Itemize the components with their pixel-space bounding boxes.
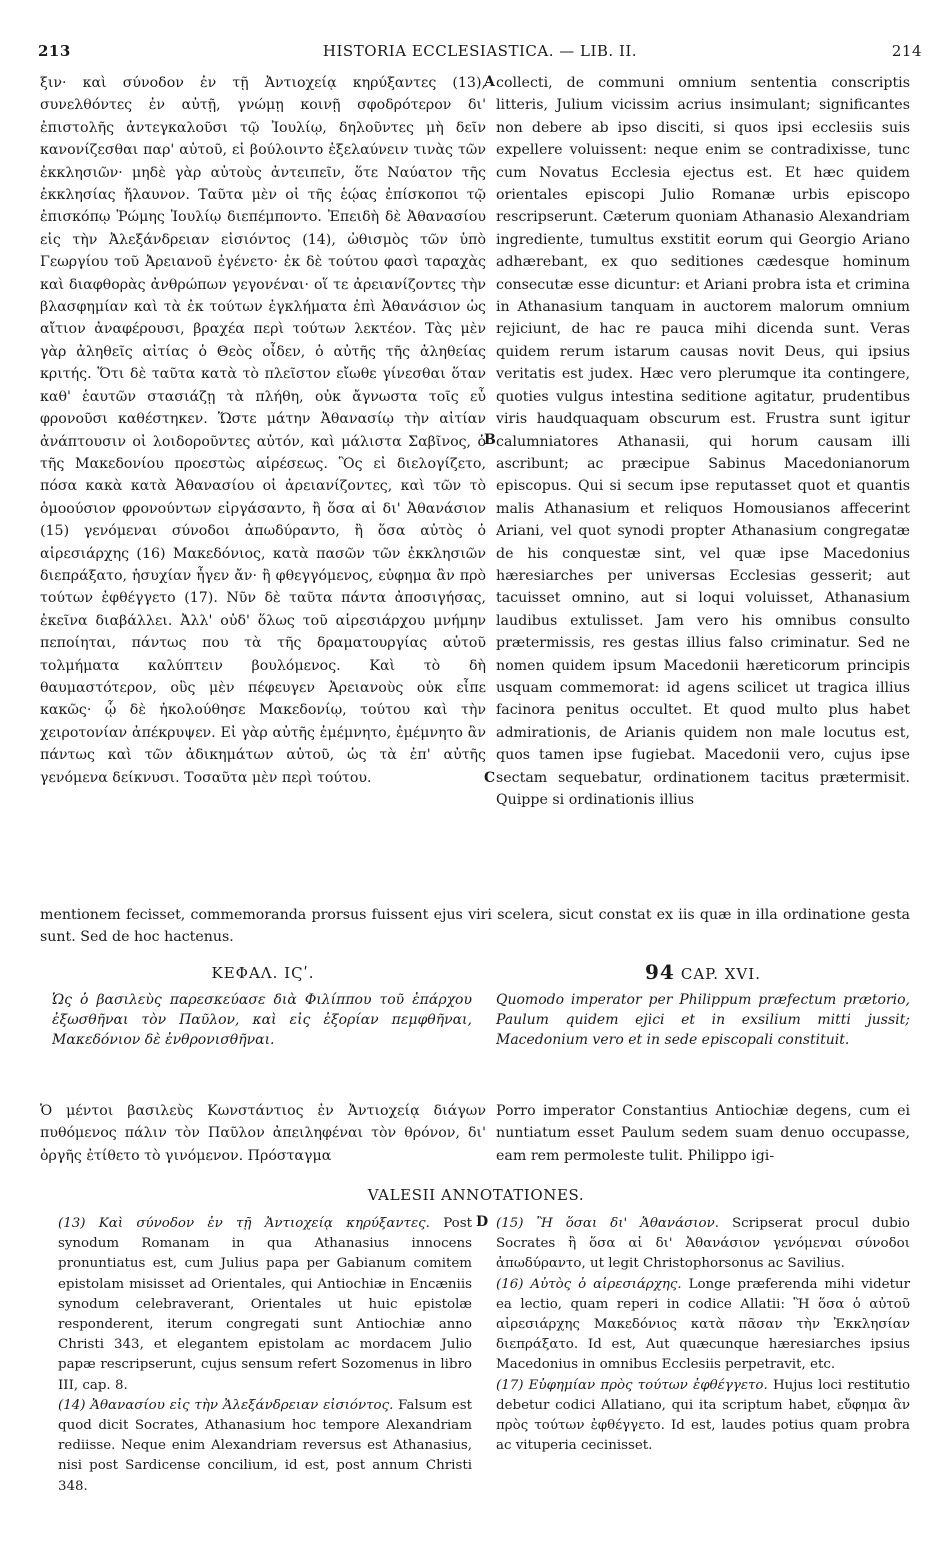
margin-mark-a: A <box>484 74 495 90</box>
continuation-text: mentionem fecisset, commemoranda prorsus fuissent ejus viri scelera, sicut constat ex iis quæ in illa ordinatione gesta sunt. Sed de hoc hactenus. <box>40 907 910 946</box>
greek-chapter-text <box>40 1100 486 1167</box>
annotation-label: (15) Ἢ ὅσαι δι' Ἀθανάσιον. <box>496 1216 719 1231</box>
latin-body-text: collecti, de communi omnium sententia conscriptis litteris, Julium vicissim acrius insimulant; significantes non debere ab ipso disciti, si quos ipsi ecclesiis suis expellere voluissent: neque enim se contradixisse, tunc cum Novatus Ecclesia ejectus est. Et hæc quidem orientales episcopi Julio Romanæ urbis episcopo rescripserunt. Cæterum quoniam Athanasio Alexandriam ingrediente, tumultus exstitit eorum qui Georgio Ariano adhærebant, ex quo seditiones cædesque hominum consecutæ esse dicuntur: et Ariani probra ista et crimina in Athanasium tanquam in auctorem malorum omnium rejiciunt, de hac re pauca mihi dicenda sunt. Veras quidem rerum istarum causas novit Deus, qui ipsius veritatis est judex. Hæc vero plerumque ita contingere, quoties vulgus intestina seditione agitatur, prudentibus viris haudquaquam obscurum est. Frustra sunt igitur calumniatores Athanasii, qui horum causam illi ascribunt; ac præcipue Sabinus Macedonianorum episcopus. Qui si secum ipse reputasset quot et quantis malis Athanasium et reliquos Homousianos affecerint Ariani, vel quot synodi propter Athanasium congregatæ de his conquestæ sint, vel quæ ipse Macedonius hæresiarches per universas Ecclesias gesserit; aut tacuisset omnino, aut si loqui voluisset, Athanasium laudibus extulisset. Jam vero his omnibus consulto prætermissis, res gestas illius falso criminatur. Sed ne nomen quidem ipsum Macedonii hæreticorum principis usquam commemorat: id agens scilicet ut tragica illius facinora penitus occultet. Et quod multo plus habet admirationis, de Arianis quidem non male locutus est, quos tamen ipse fugiebat. Macedonii vero, cujus ipse sectam sequebatur, ordinationem tacitus prætermisit. Quippe si ordinationis illius <box>496 75 910 808</box>
annotation-text: Falsum est quod dicit Socrates, Athanasium hoc tempore Alexandriam rediisse. Neque enim Alexandriam reversus est Athanasius, nisi post Sardicense concilium, id est, post annum Christi 348. <box>58 1397 472 1494</box>
full-width-continuation <box>40 904 910 949</box>
chapter-summary-greek: Ὡς ὁ βασιλεὺς παρεσκεύασε διὰ Φιλίππου τοῦ ἐπάρχου ἐξωσθῆναι τὸν Παῦλον, καὶ εἰς ἐξορίαν πεμφθῆναι, Μακεδόνιον δὲ ἐνθρονισθῆναι. <box>52 992 472 1048</box>
annotation-label: (14) Ἀθανασίου εἰς τὴν Ἀλεξάνδρειαν εἰσιόντος. <box>58 1397 394 1413</box>
annotation-label: (13) Καὶ σύνοδον ἐν τῇ Ἀντιοχείᾳ κηρύξαντες. <box>58 1216 430 1231</box>
margin-mark-b: B <box>484 432 496 448</box>
running-title: HISTORIA ECCLESIASTICA. — LIB. II. <box>322 42 638 60</box>
margin-mark-d: D <box>476 1214 489 1230</box>
page-number-right: 214 <box>891 42 922 60</box>
annotation-item <box>496 1214 910 1275</box>
chapter-title-greek <box>40 964 486 982</box>
margin-mark-c: C <box>484 770 496 786</box>
annotations-heading: VALESII ANNOTATIONES. <box>367 1186 585 1204</box>
annotation-item <box>58 1396 472 1497</box>
latin-column-main <box>496 72 910 811</box>
greek-chapter-paragraph: Ὁ μέντοι βασιλεὺς Κωνστάντιος ἐν Ἀντιοχείᾳ διάγων πυθόμενος πάλιν τὸν Παῦλον ἀπειληφέναι τὸν θρόνον, δι' ὀργῆς ἐτίθετο τὸ γινόμενον. Πρόσταγμα <box>40 1103 486 1164</box>
annotations-right-column <box>496 1214 910 1456</box>
annotation-label: (16) Αὐτὸς ὁ αἱρεσιάρχης. <box>496 1276 682 1292</box>
annotation-item <box>496 1275 910 1376</box>
chapter-title-latin <box>496 960 910 984</box>
annotation-label: (17) Εὐφημίαν πρὸς τούτων ἐφθέγγετο. <box>496 1377 768 1393</box>
annotation-item <box>496 1376 910 1457</box>
chapter-summary-latin: Quomodo imperator per Philippum præfectum prætorio, Paulum quidem ejici et in exsilium mitti jussit; Macedonium vero et in sede episcopali constituit. <box>496 992 910 1048</box>
greek-column-main <box>40 72 486 789</box>
running-header <box>38 42 922 64</box>
annotation-text: Scripserat procul dubio Socrates ἢ ὅσα αἱ δι' Ἀθανάσιον γενόμεναι σύνοδοι ἀπωδύραντο, ut legit Christophorsonus ac Savilius. <box>496 1216 910 1272</box>
annotation-text: Hujus loci restitutio debetur codici Allatiano, qui ita scriptum habet, εὔφημα ἂν πρὸς τούτων ἐφθέγγετο. Id est, laudes potius quam probra ac vituperia cecinisset. <box>496 1377 911 1454</box>
marginal-number: 94 <box>645 960 675 984</box>
chapter-title-latin-text: CAP. XVI. <box>680 965 761 983</box>
annotation-text: Post synodum Romanam in qua Athanasius innocens pronuntiatus est, cum Julius papa per Gabianum comitem epistolam misisset ad Orientales, qui Antiochiæ in Encæniis synodum celebraverant, Orientales ut huic epistolæ responderent, iterum congregati sunt Antiochiæ anno Christi 343, et elegantem epistolam ac mordacem Julio papæ rescripserunt, cujus sensum refert Sozomenus in libro III, cap. 8. <box>58 1216 472 1393</box>
annotations-left-column <box>58 1214 472 1497</box>
annotation-item <box>58 1214 472 1396</box>
chapter-title-greek-text: ΚΕΦΑΛ. ΙϚʹ. <box>211 964 315 982</box>
page-number-left: 213 <box>38 42 71 60</box>
greek-body-text: ξιν· καὶ σύνοδον ἐν τῇ Ἀντιοχείᾳ κηρύξαντες (13), συνελθόντες ἐν αὐτῇ, γνώμῃ κοινῇ σφοδρότερον δι' ἐπιστολῆς ἀντεγκαλοῦσι τῷ Ἰουλίῳ, δηλοῦντες μὴ δεῖν κανονίζεσθαι παρ' αὐτοῦ, εἰ βούλοιντο ἐξελαύνειν τινὰς τῶν ἐκκλησιῶν· μηδὲ γὰρ αὐτοὺς ἀντειπεῖν, ὅτε Ναύατον τῆς ἐκκλησίας ἤλαυνον. Ταῦτα μὲν οἱ τῆς ἑῴας ἐπίσκοποι τῷ ἐπισκόπῳ Ῥώμης Ἰουλίῳ διεπέμποντο. Ἐπειδὴ δὲ Ἀθανασίου εἰς τὴν Ἀλεξάνδρειαν εἰσιόντος (14), ὠθισμὸς τῶν ὑπὸ Γεωργίου τοῦ Ἀρειανοῦ ἐγένετο· ἐκ δὲ τούτου φασὶ ταραχὰς καὶ διαφθορὰς ἀνθρώπων γεγονέναι· οἵ τε ἀρειανίζοντες τὴν βλασφημίαν καὶ τὰ ἐκ τούτων ἐγκλήματα ἐπὶ Ἀθανάσιον ὡς αἴτιον ἀναφέρουσι, βραχέα περὶ τούτων λεκτέον. Τὰς μὲν γὰρ ἀληθεῖς αἰτίας ὁ Θεὸς οἶδεν, ὁ αὐτῆς τῆς ἀληθείας κριτής. Ὅτι δὲ ταῦτα κατὰ τὸ πλεῖστον εἴωθε γίνεσθαι ὅταν καθ' ἑαυτῶν στασιάζῃ τὰ πλήθη, οὐκ ἄγνωστα τοῖς εὖ φρονοῦσι καθέστηκεν. Ὥστε μάτην Ἀθανασίῳ τὴν αἰτίαν ἀνάπτουσιν οἱ λοιδοροῦντες αὐτόν, καὶ μάλιστα Σαβῖνος, ὁ τῆς Μακεδονίου προεστὼς αἱρέσεως. Ὃς εἰ διελογίζετο, πόσα κακὰ κατὰ Ἀθανασίου οἱ ἀρειανίζοντες, καὶ τῶν τὸ ὁμοούσιον φρονούντων εἰργάσαντο, ἢ ὅσα αἱ δι' Ἀθανάσιον (15) γενόμεναι σύνοδοι ἀπωδύραντο, ἢ ὅσα αὐτὸς ὁ αἱρεσιάρχης (16) Μακεδόνιος, κατὰ πασῶν τῶν ἐκκλησιῶν διεπράξατο, ἡσυχίαν ἦγεν ἄν· ἢ φθεγγόμενος, εὐφημα ἂν πρὸ τούτων ἐφθέγγετο (17). Νῦν δὲ ταῦτα πάντα ἀποσιγήσας, ἐκεῖνα διαβάλλει. Ἀλλ' οὐδ' ὅλως τοῦ αἱρεσιάρχου μνήμην πεποίηται, πάντως που τὰ τῆς δραματουργίας αὐτοῦ τολμήματα καλύπτειν βουλόμενος. Καὶ τὸ δὴ θαυμαστότερον, οὓς μὲν πέφευγεν Ἀρειανοὺς οὐκ εἶπε κακῶς· ᾧ δὲ ἠκολούθησε Μακεδονίῳ, τούτου καὶ τὴν χειροτονίαν ἀπέκρυψεν. Εἰ γὰρ αὐτῆς ἐμέμνητο, ἐμέμνητο ἂν πάντως καὶ τῶν ἀδικημάτων αὐτοῦ, ὡς τὰ ἐπ' αὐτῆς γενόμενα δείκνυσι. Τοσαῦτα μὲν περὶ τούτου. <box>40 75 486 786</box>
annotation-text: Longe præferenda mihi videtur ea lectio, quam reperi in codice Allatii: Ἢ ὅσα ὁ αὐτοῦ αἱρεσιάρχης Μακεδόνιος κατὰ πᾶσαν τὴν Ἐκκλησίαν διεπράξατο. Id est, Aut quæcunque hæresiarches ipsius Macedonius in omnibus Ecclesiis perpetravit, etc. <box>496 1276 910 1373</box>
latin-chapter-text <box>496 1100 910 1167</box>
latin-chapter-paragraph: Porro imperator Constantius Antiochiæ degens, cum ei nuntiatum esset Paulum sedem suam denuo occupasse, eam rem permoleste tulit. Philippo igi- <box>496 1103 910 1164</box>
